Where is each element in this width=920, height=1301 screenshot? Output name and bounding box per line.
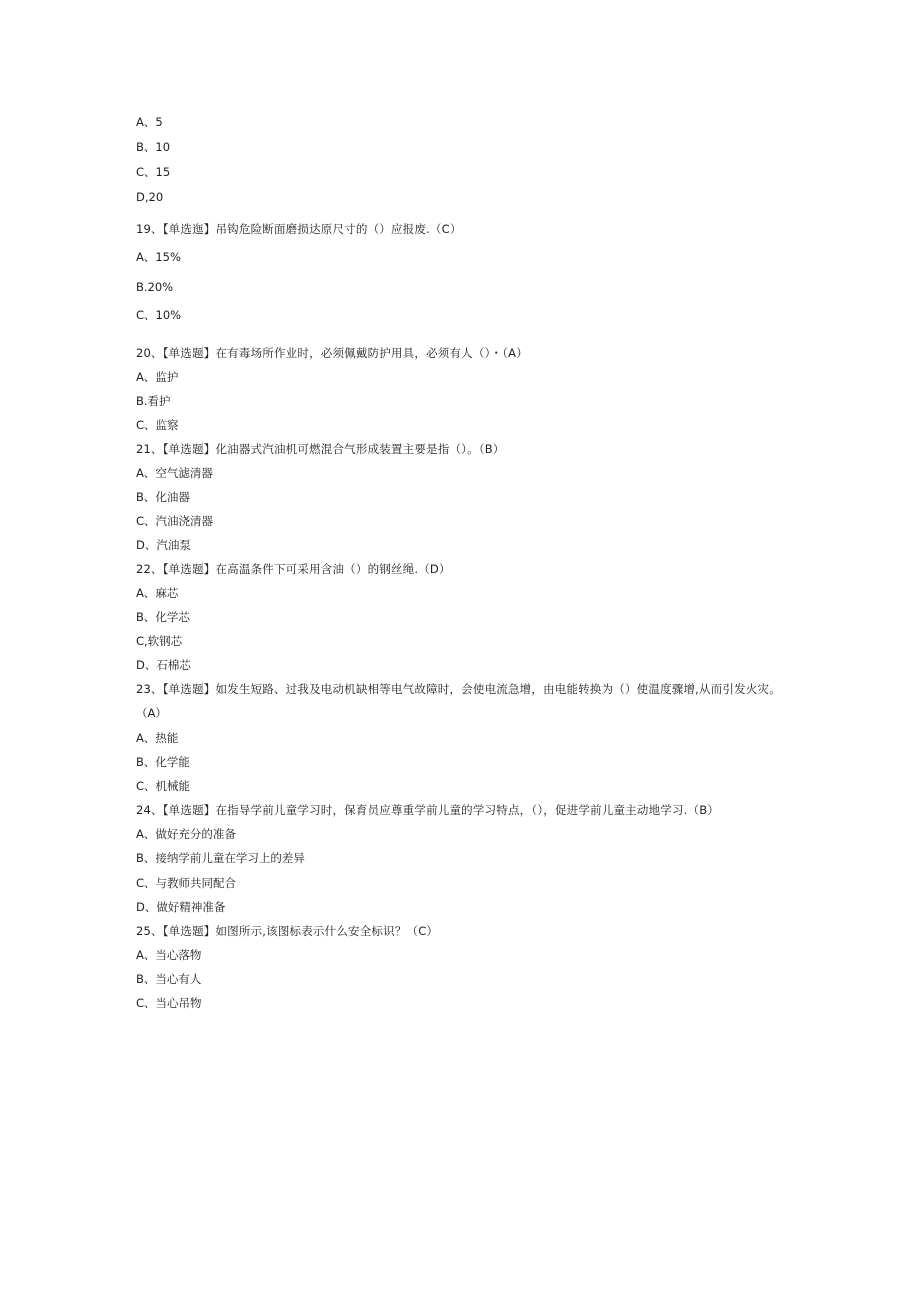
option-b-q25: B、当心有人 [136,972,202,986]
question-22: 22、【单选题】在高温条件下可采用含油（）的钢丝绳.（D） [136,562,451,576]
option-a-q25: A、当心落物 [136,948,202,962]
option-d-q21: D、汽油泵 [136,538,191,552]
option-a-q20: A、监护 [136,370,179,384]
option-c-q20: C、监察 [136,418,179,432]
option-d-q22: D、石棉芯 [136,658,191,672]
option-a-q19: A、15% [136,250,181,264]
option-a-q23: A、热能 [136,731,179,745]
option-a-q21: A、空气滤清器 [136,466,213,480]
question-21: 21、【单选题】化油器式汽油机可燃混合气形成装置主要是指（）。（B） [136,442,505,456]
option-a-q22: A、麻芯 [136,586,179,600]
question-20: 20、【单选题】在有毒场所作业时，必须佩戴防护用具，必须有人（）・（A） [136,346,528,360]
option-b-q18: B、10 [136,140,171,154]
option-b-q20: B.看护 [136,394,171,408]
option-c-q19: C、10% [136,308,182,322]
option-c-q18: C、15 [136,165,171,179]
option-c-q23: C、机械能 [136,779,191,793]
option-c-q22: C,软钢芯 [136,634,183,648]
option-b-q21: B、化油器 [136,490,190,504]
question-24: 24、【单选题】在指导学前儿童学习时，保育员应尊重学前儿童的学习特点，（），促进学前儿童主动地学习.（B） [136,803,720,817]
option-c-q21: C、汽油浇清器 [136,514,214,528]
question-25: 25、【单选题】如图所示,该图标表示什么安全标识？（C） [136,924,439,938]
option-a-q18: A、5 [136,115,163,129]
option-b-q19: B.20% [136,280,174,294]
question-23: 23、【单选题】如发生短路、过我及电动机缺相等电气故障时，会使电流急增，由电能转换为（）使温度骤增,从而引发火灾。 [136,682,781,696]
option-c-q25: C、当心吊物 [136,996,202,1010]
option-a-q24: A、做好充分的准备 [136,827,236,841]
option-c-q24: C、与教师共同配合 [136,876,237,890]
option-b-q23: B、化学能 [136,755,190,769]
option-b-q24: B、接纳学前儿童在学习上的差异 [136,851,305,865]
option-b-q22: B、化学芯 [136,610,190,624]
option-d-q18: D,20 [136,190,164,204]
question-19: 19、【单选迤】吊钩危险断面磨损达原尺寸的（）应报废.（C） [136,222,462,236]
question-23-answer: （A） [136,706,167,720]
option-d-q24: D、做好精神准备 [136,900,226,914]
